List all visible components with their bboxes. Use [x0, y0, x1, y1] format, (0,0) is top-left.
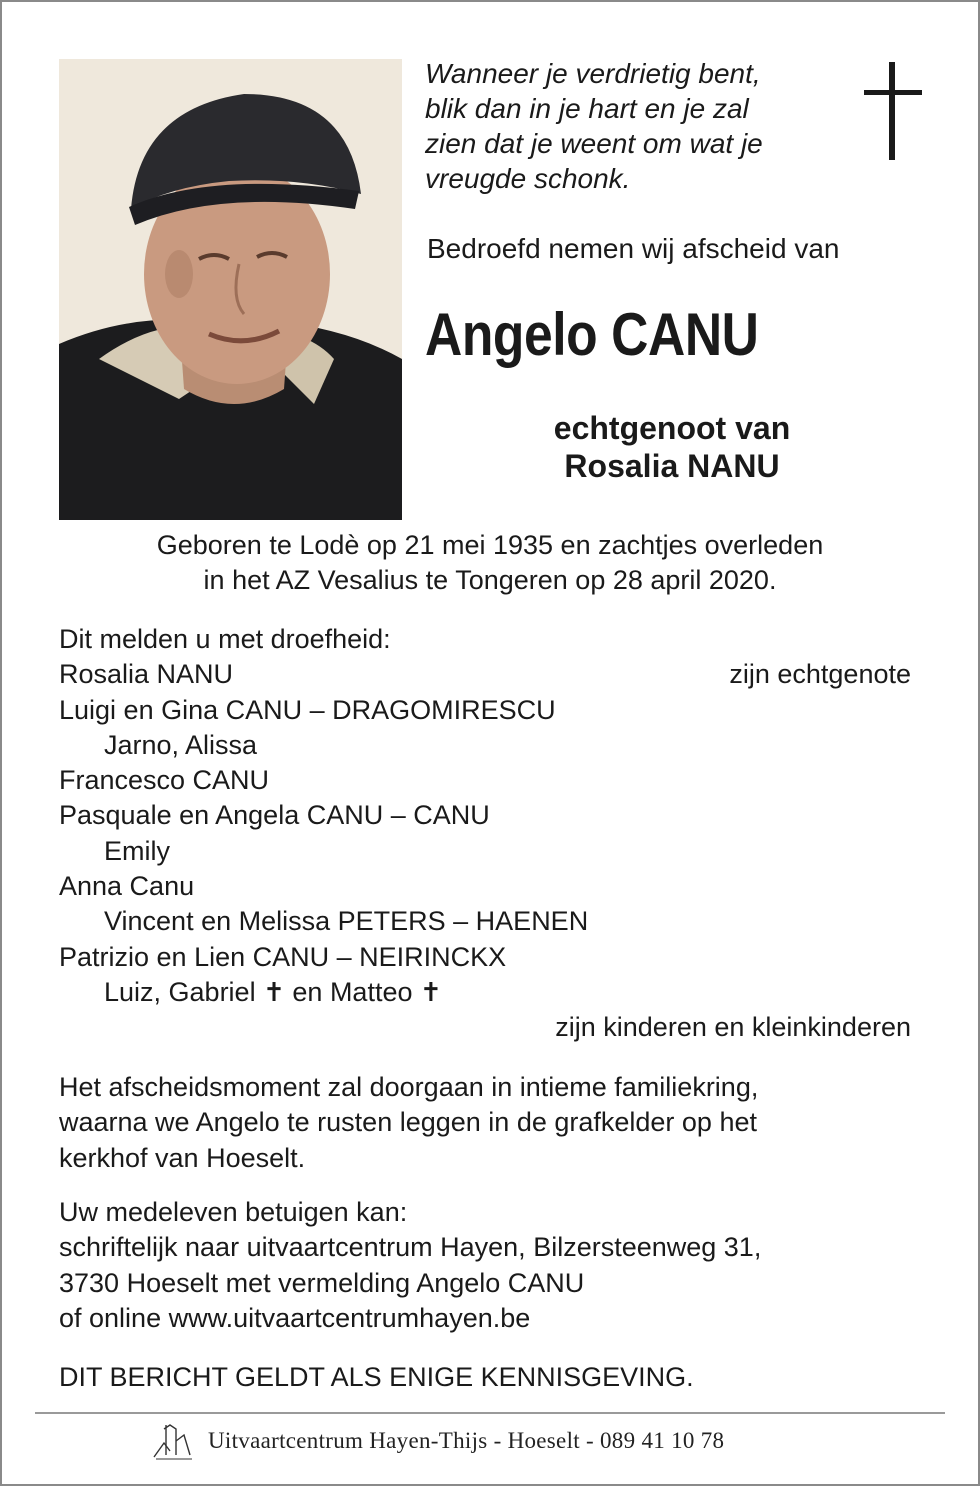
footer	[150, 1421, 724, 1461]
poem	[425, 56, 845, 196]
farewell-line: kerkhof van Hoeselt.	[59, 1142, 306, 1173]
family-member: Patrizio en Lien CANU – NEIRINCKX	[59, 941, 507, 972]
birth-line: Geboren te Lodè op 21 mei 1935 en zachtjes overleden	[156, 530, 824, 560]
condolence-line: of online www.uitvaartcentrumhayen.be	[59, 1302, 531, 1333]
family-children-role: zijn kinderen en kleinkinderen	[555, 1012, 911, 1043]
family-grandchildren: Jarno, Alissa	[104, 729, 258, 760]
family-spouse-role: zijn echtgenote	[729, 659, 911, 690]
intro-text: Bedroefd nemen wij afscheid van	[427, 233, 840, 264]
spouse-relation: echtgenoot van	[553, 410, 791, 446]
poem-line: zien dat je weent om wat je	[425, 128, 763, 159]
family-spouse-row	[59, 657, 911, 692]
dagger-icon: ✝	[420, 976, 442, 1007]
grandchildren-names-part1: Luiz, Gabriel	[104, 976, 256, 1007]
latin-cross-icon	[864, 62, 922, 160]
family-member: Francesco CANU	[59, 765, 270, 796]
portrait-photo	[59, 59, 402, 520]
family-list	[59, 622, 911, 1046]
birth-death-info	[40, 528, 940, 598]
family-member: Anna Canu	[59, 871, 195, 902]
grandchildren-names-part2: en Matteo	[292, 976, 413, 1007]
family-member: Luigi en Gina CANU – DRAGOMIRESCU	[59, 694, 556, 725]
family-grandchildren: Emily	[104, 835, 170, 866]
family-grandchildren: Vincent en Melissa PETERS – HAENEN	[104, 906, 589, 937]
farewell-line: Het afscheidsmoment zal doorgaan in intieme familiekring,	[59, 1072, 759, 1102]
condolence-line: schriftelijk naar uitvaartcentrum Hayen, Bilzersteenweg 31,	[59, 1232, 762, 1263]
farewell-paragraph	[59, 1070, 919, 1176]
funeral-home-logo-icon	[150, 1421, 196, 1461]
family-spouse-name: Rosalia NANU	[59, 659, 234, 690]
family-grandchildren-deceased	[59, 975, 911, 1010]
footer-contact: Uitvaartcentrum Hayen-Thijs - Hoeselt - 089 41 10 78	[208, 1428, 725, 1453]
family-heading: Dit melden u met droefheid:	[59, 624, 391, 654]
death-line: in het AZ Vesalius te Tongeren op 28 april 2020.	[203, 565, 777, 595]
poem-line: blik dan in je hart en je zal	[425, 93, 749, 124]
spouse-block	[462, 409, 882, 485]
condolence-line: 3730 Hoeselt met vermelding Angelo CANU	[59, 1267, 585, 1298]
dagger-icon: ✝	[263, 976, 285, 1007]
official-notice: DIT BERICHT GELDT ALS ENIGE KENNISGEVING.	[59, 1362, 694, 1392]
farewell-line: waarna we Angelo te rusten leggen in de grafkelder op het	[59, 1107, 757, 1138]
condolence-line: Uw medeleven betuigen kan:	[59, 1197, 408, 1227]
footer-divider	[35, 1412, 945, 1414]
spouse-name: Rosalia NANU	[564, 448, 780, 484]
condolence-paragraph	[59, 1195, 919, 1336]
poem-line: vreugde schonk.	[425, 163, 631, 194]
poem-line: Wanneer je verdrietig bent,	[425, 58, 761, 89]
family-member: Pasquale en Angela CANU – CANU	[59, 800, 490, 831]
deceased-name: Angelo CANU	[425, 301, 759, 368]
